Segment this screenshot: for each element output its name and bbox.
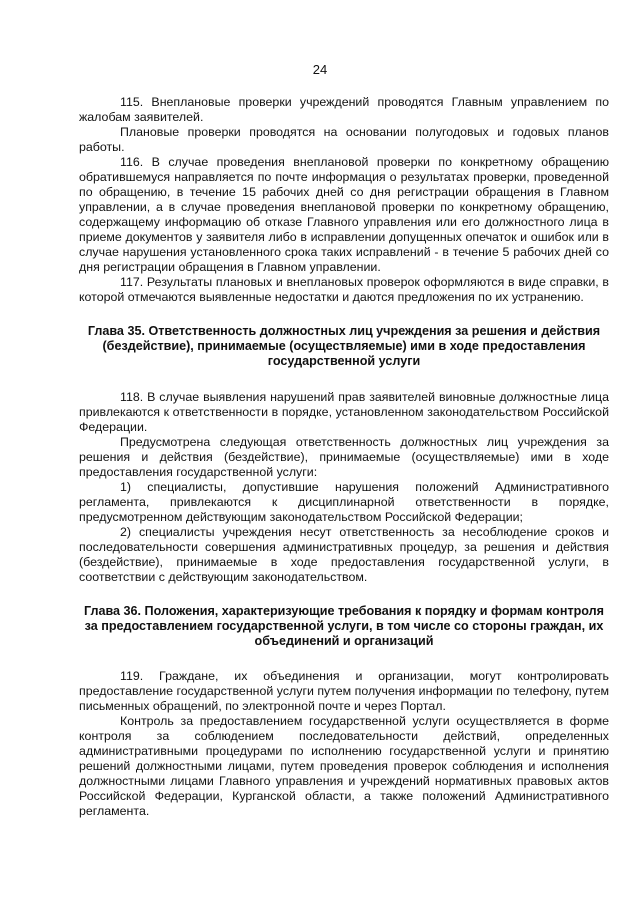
paragraph-planned-checks: Плановые проверки проводятся на основании полугодовых и годовых планов работы. [79, 125, 609, 154]
paragraph-control-form: Контроль за предоставлением государственной услуги осуществляется в форме контроля за соблюдением последовательности действий, определенных административными процедурами по исполнению государственной услуги и принятию решений должностными лицами, путем проведения проверок соблюдения и исполнения должностными лицами Главного управления и учреждений нормативных правовых актов Российской Федерации, Курганской области, а также положений Административного регламента. [79, 714, 609, 819]
paragraph-118: 118. В случае выявления нарушений прав заявителей виновные должностные лица привлекаются к ответственности в порядке, установленном законодательством Российской Федерации. [79, 389, 609, 434]
chapter-36-heading: Глава 36. Положения, характеризующие требования к порядку и формам контроля за предоставлением государственной услуги, в том числе со стороны граждан, их объединений и организаций [83, 603, 605, 649]
paragraph-responsibility-item-2: 2) специалисты учреждения несут ответственность за несоблюдение сроков и последовательности совершения административных процедур, за решения и действия (бездействие), принимаемые в ходе предоставления государственной услуги, в соответствии с действующим законодательством. [79, 524, 609, 584]
paragraph-responsibility-item-1: 1) специалисты, допустившие нарушения положений Административного регламента, привлекаются к дисциплинарной ответственности в порядке, предусмотренном действующим законодательством Российской Федерации; [79, 479, 609, 524]
paragraph-116: 116. В случае проведения внеплановой проверки по конкретному обращению обратившемуся направляется по почте информация о результатах проверки, проведенной по обращению, в течение 15 рабочих дней со дня регистрации обращения в Главном управлении, а в случае проведения внеплановой проверки по конкретному обращению, содержащему информацию об отказе Главного управления или его должностного лица в приеме документов у заявителя либо в исправлении допущенных опечаток и ошибок или в случае нарушения установленного срока таких исправлений - в течение 5 рабочих дней со дня регистрации обращения в Главном управлении. [79, 155, 609, 274]
paragraph-115: 115. Внеплановые проверки учреждений проводятся Главным управлением по жалобам заявителей. [79, 95, 609, 124]
paragraph-117: 117. Результаты плановых и внеплановых проверок оформляются в виде справки, в которой отмечаются выявленные недостатки и даются предложения по их устранению. [79, 275, 609, 304]
paragraph-119: 119. Граждане, их объединения и организации, могут контролировать предоставление государственной услуги путем получения информации по телефону, путем письменных обращений, по электронной почте и через Портал. [79, 669, 609, 714]
paragraph-responsibility-intro: Предусмотрена следующая ответственность должностных лиц учреждения за решения и действия (бездействие), принимаемые (осуществляемые) ими в ходе предоставления государственной услуги: [79, 434, 609, 479]
document-body [79, 95, 609, 819]
chapter-35-heading: Глава 35. Ответственность должностных лиц учреждения за решения и действия (бездействие), принимаемые (осуществляемые) ими в ходе предоставления государственной услуги [87, 324, 601, 369]
page-number: 24 [312, 62, 328, 77]
